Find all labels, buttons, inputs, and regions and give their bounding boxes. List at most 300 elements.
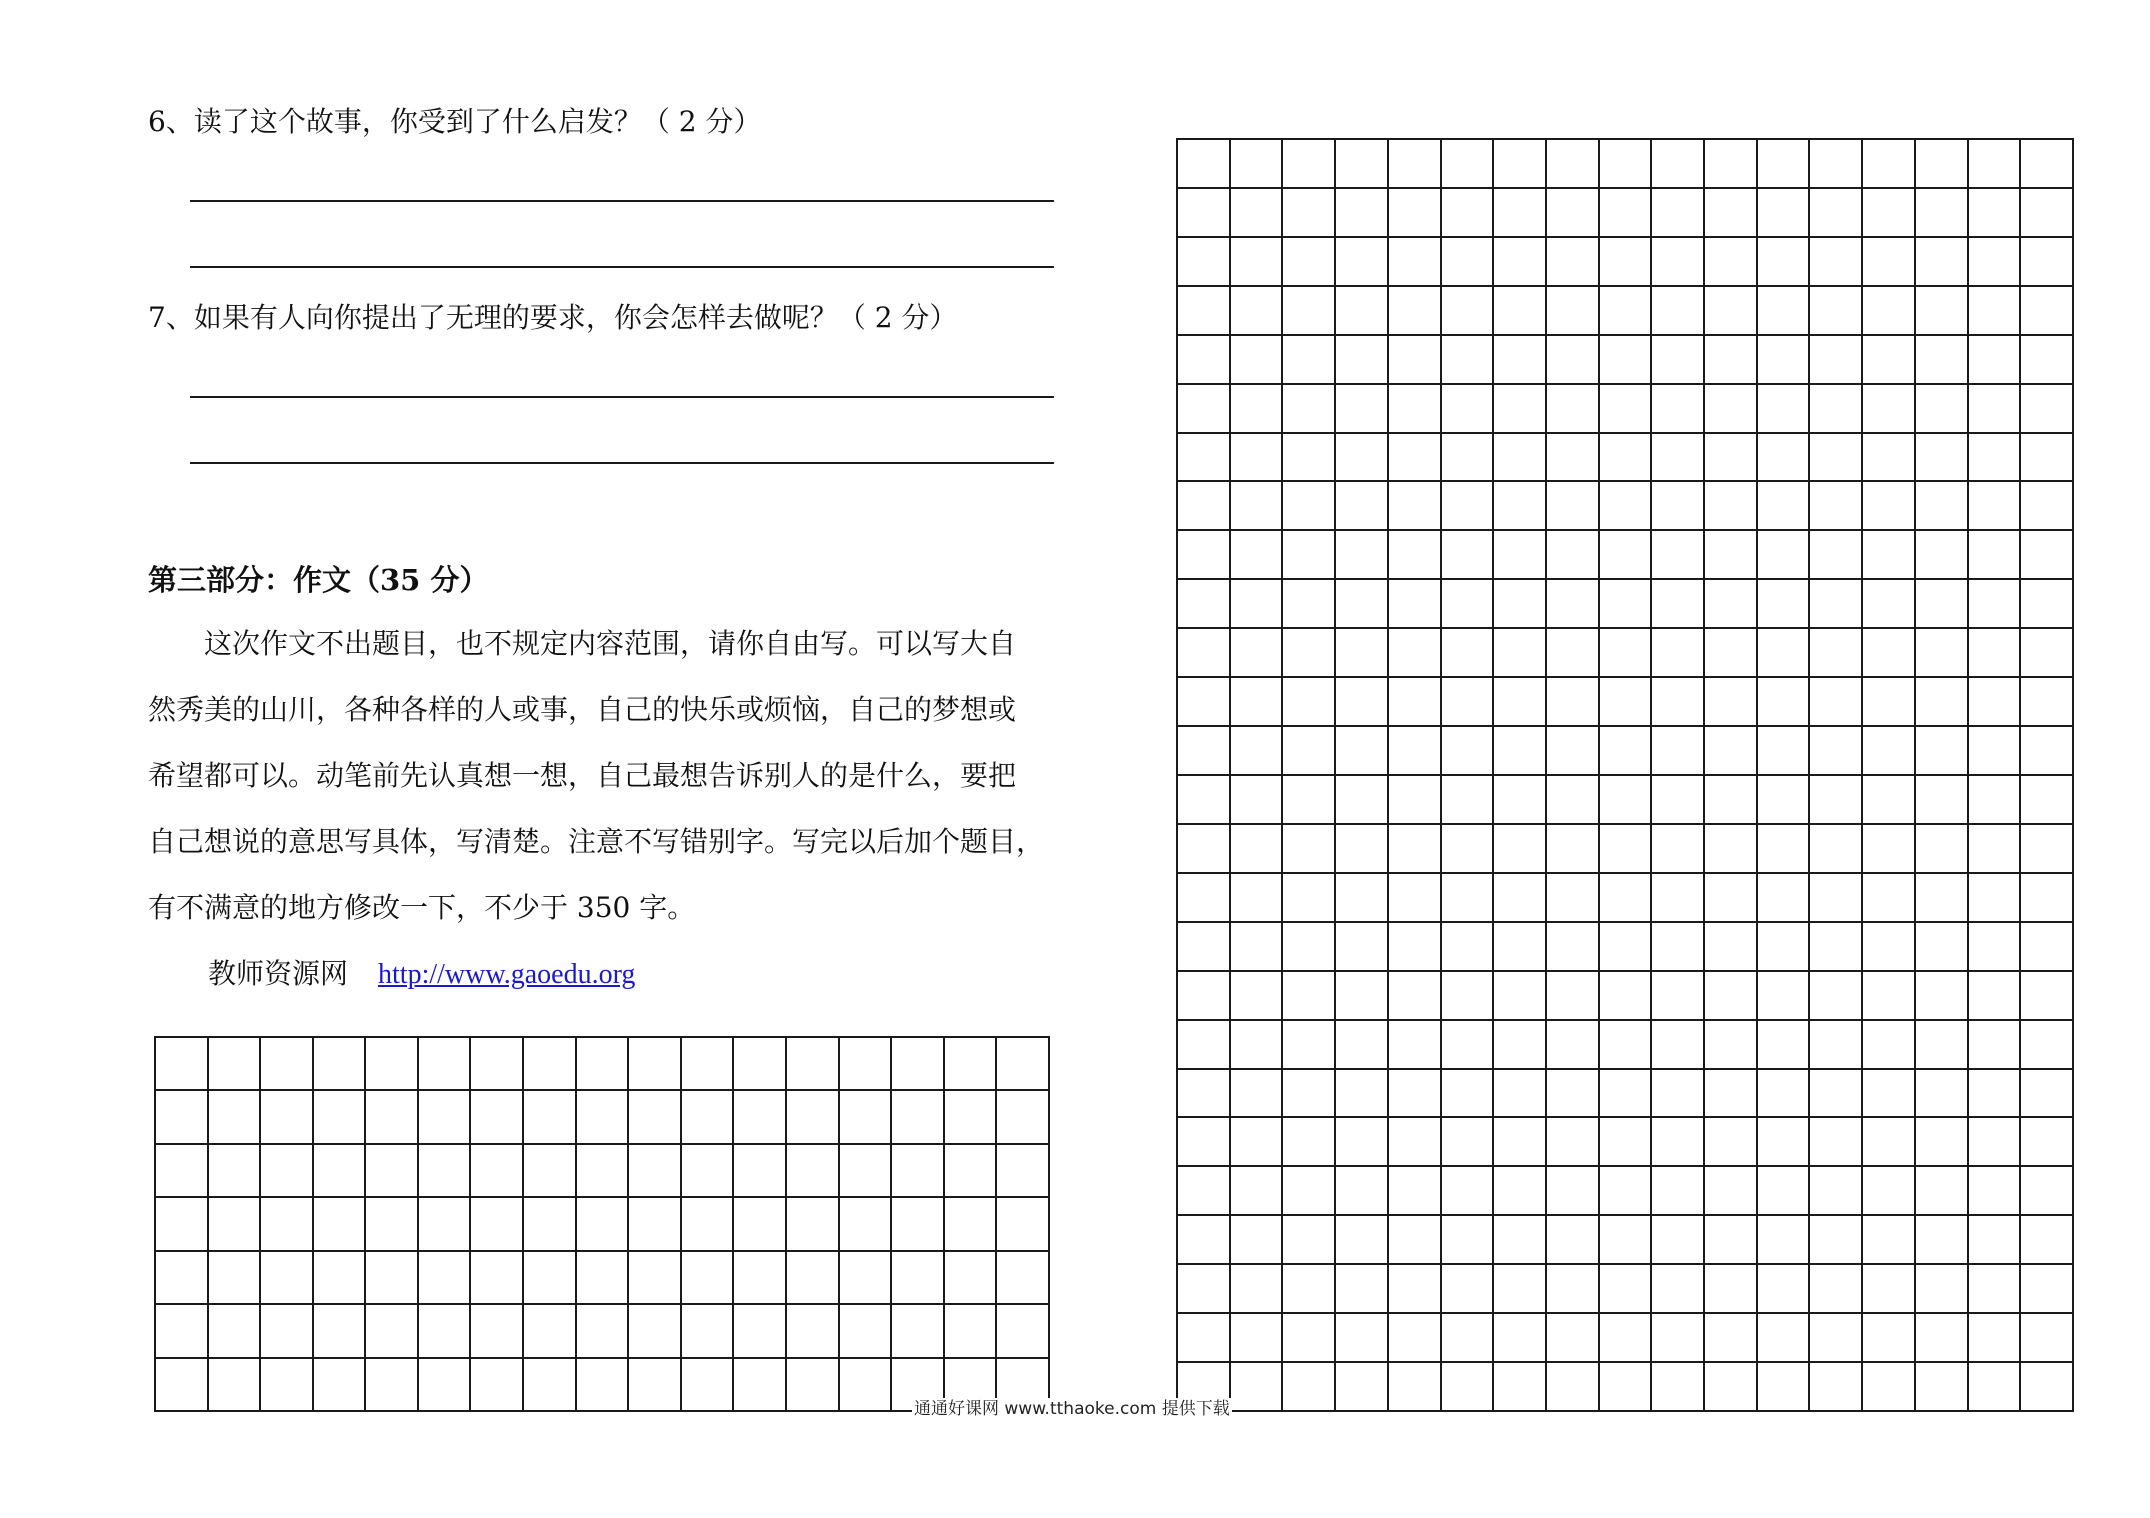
grid-cell[interactable] (1335, 775, 1388, 824)
grid-cell[interactable] (1177, 433, 1230, 482)
grid-cell[interactable] (1441, 677, 1494, 726)
grid-cell[interactable] (1335, 286, 1388, 335)
grid-cell[interactable] (1915, 1264, 1968, 1313)
grid-cell[interactable] (1862, 1166, 1915, 1215)
grid-cell[interactable] (1809, 530, 1862, 579)
grid-cell[interactable] (1441, 1313, 1494, 1362)
grid-cell[interactable] (576, 1090, 629, 1143)
grid-cell[interactable] (1651, 873, 1704, 922)
grid-cell[interactable] (1230, 824, 1283, 873)
grid-cell[interactable] (1388, 922, 1441, 971)
grid-cell[interactable] (1493, 1117, 1546, 1166)
grid-cell[interactable] (1809, 628, 1862, 677)
grid-cell[interactable] (523, 1304, 576, 1357)
grid-cell[interactable] (1493, 579, 1546, 628)
grid-cell[interactable] (2020, 922, 2073, 971)
grid-cell[interactable] (1651, 335, 1704, 384)
grid-cell[interactable] (1388, 1313, 1441, 1362)
grid-cell[interactable] (996, 1251, 1049, 1304)
grid-cell[interactable] (1282, 1313, 1335, 1362)
source-link[interactable]: http://www.gaoedu.org (378, 959, 636, 990)
grid-cell[interactable] (628, 1144, 681, 1197)
grid-cell[interactable] (1968, 1215, 2021, 1264)
grid-cell[interactable] (681, 1197, 734, 1250)
grid-cell[interactable] (155, 1304, 208, 1357)
grid-cell[interactable] (1388, 481, 1441, 530)
grid-cell[interactable] (1651, 384, 1704, 433)
grid-cell[interactable] (1757, 139, 1810, 188)
grid-cell[interactable] (1335, 481, 1388, 530)
grid-cell[interactable] (1230, 1166, 1283, 1215)
grid-cell[interactable] (1809, 1020, 1862, 1069)
grid-cell[interactable] (1177, 677, 1230, 726)
grid-cell[interactable] (1388, 139, 1441, 188)
grid-cell[interactable] (1704, 188, 1757, 237)
grid-cell[interactable] (1177, 1166, 1230, 1215)
grid-cell[interactable] (2020, 677, 2073, 726)
grid-cell[interactable] (1915, 237, 1968, 286)
grid-cell[interactable] (1177, 873, 1230, 922)
grid-cell[interactable] (1546, 1362, 1599, 1411)
grid-cell[interactable] (1230, 530, 1283, 579)
grid-cell[interactable] (1230, 775, 1283, 824)
grid-cell[interactable] (1599, 384, 1652, 433)
grid-cell[interactable] (1599, 237, 1652, 286)
grid-cell[interactable] (1493, 237, 1546, 286)
grid-cell[interactable] (1335, 1166, 1388, 1215)
grid-cell[interactable] (1915, 481, 1968, 530)
grid-cell[interactable] (1651, 286, 1704, 335)
grid-cell[interactable] (208, 1197, 261, 1250)
grid-cell[interactable] (1862, 775, 1915, 824)
grid-cell[interactable] (1809, 579, 1862, 628)
grid-cell[interactable] (1388, 433, 1441, 482)
grid-cell[interactable] (1177, 922, 1230, 971)
grid-cell[interactable] (1282, 628, 1335, 677)
grid-cell[interactable] (1546, 188, 1599, 237)
grid-cell[interactable] (1704, 1313, 1757, 1362)
grid-cell[interactable] (1230, 1215, 1283, 1264)
grid-cell[interactable] (1968, 481, 2021, 530)
grid-cell[interactable] (1599, 139, 1652, 188)
grid-cell[interactable] (1441, 188, 1494, 237)
grid-cell[interactable] (1335, 188, 1388, 237)
grid-cell[interactable] (1599, 726, 1652, 775)
grid-cell[interactable] (1335, 139, 1388, 188)
grid-cell[interactable] (2020, 1117, 2073, 1166)
grid-cell[interactable] (996, 1197, 1049, 1250)
grid-cell[interactable] (1388, 335, 1441, 384)
grid-cell[interactable] (1282, 726, 1335, 775)
grid-cell[interactable] (944, 1197, 997, 1250)
grid-cell[interactable] (1282, 579, 1335, 628)
grid-cell[interactable] (1493, 971, 1546, 1020)
grid-cell[interactable] (1282, 971, 1335, 1020)
grid-cell[interactable] (1915, 1020, 1968, 1069)
grid-cell[interactable] (1809, 677, 1862, 726)
grid-cell[interactable] (1862, 530, 1915, 579)
grid-cell[interactable] (1177, 335, 1230, 384)
grid-cell[interactable] (1177, 1264, 1230, 1313)
grid-cell[interactable] (470, 1304, 523, 1357)
grid-cell[interactable] (1968, 530, 2021, 579)
grid-cell[interactable] (1704, 384, 1757, 433)
grid-cell[interactable] (1441, 1362, 1494, 1411)
grid-cell[interactable] (1388, 971, 1441, 1020)
grid-cell[interactable] (1493, 1313, 1546, 1362)
grid-cell[interactable] (1335, 922, 1388, 971)
grid-cell[interactable] (1441, 873, 1494, 922)
grid-cell[interactable] (1809, 726, 1862, 775)
grid-cell[interactable] (1230, 1117, 1283, 1166)
grid-cell[interactable] (2020, 433, 2073, 482)
grid-cell[interactable] (2020, 1264, 2073, 1313)
grid-cell[interactable] (1388, 384, 1441, 433)
grid-cell[interactable] (996, 1144, 1049, 1197)
grid-cell[interactable] (155, 1358, 208, 1411)
grid-cell[interactable] (365, 1251, 418, 1304)
grid-cell[interactable] (1493, 1264, 1546, 1313)
grid-cell[interactable] (1757, 579, 1810, 628)
grid-cell[interactable] (576, 1197, 629, 1250)
grid-cell[interactable] (1230, 237, 1283, 286)
grid-cell[interactable] (1809, 237, 1862, 286)
grid-cell[interactable] (1862, 1215, 1915, 1264)
grid-cell[interactable] (1757, 1362, 1810, 1411)
grid-cell[interactable] (1651, 1117, 1704, 1166)
grid-cell[interactable] (1441, 384, 1494, 433)
grid-cell[interactable] (1493, 335, 1546, 384)
grid-cell[interactable] (1599, 1166, 1652, 1215)
grid-cell[interactable] (470, 1358, 523, 1411)
grid-cell[interactable] (208, 1251, 261, 1304)
grid-cell[interactable] (1230, 677, 1283, 726)
grid-cell[interactable] (628, 1358, 681, 1411)
grid-cell[interactable] (1651, 1264, 1704, 1313)
grid-cell[interactable] (523, 1251, 576, 1304)
grid-cell[interactable] (1599, 188, 1652, 237)
grid-cell[interactable] (1915, 286, 1968, 335)
grid-cell[interactable] (1335, 1020, 1388, 1069)
grid-cell[interactable] (1546, 1117, 1599, 1166)
grid-cell[interactable] (1230, 1069, 1283, 1118)
grid-cell[interactable] (1177, 1117, 1230, 1166)
grid-cell[interactable] (2020, 873, 2073, 922)
grid-cell[interactable] (1809, 286, 1862, 335)
grid-cell[interactable] (1177, 628, 1230, 677)
grid-cell[interactable] (1651, 481, 1704, 530)
grid-cell[interactable] (1493, 481, 1546, 530)
grid-cell[interactable] (1651, 726, 1704, 775)
grid-cell[interactable] (1968, 1166, 2021, 1215)
grid-cell[interactable] (1757, 335, 1810, 384)
grid-cell[interactable] (1915, 139, 1968, 188)
grid-cell[interactable] (1809, 1264, 1862, 1313)
grid-cell[interactable] (1915, 824, 1968, 873)
grid-cell[interactable] (1651, 922, 1704, 971)
grid-cell[interactable] (1546, 481, 1599, 530)
grid-cell[interactable] (1177, 579, 1230, 628)
grid-cell[interactable] (1282, 1117, 1335, 1166)
grid-cell[interactable] (155, 1144, 208, 1197)
grid-cell[interactable] (1651, 628, 1704, 677)
grid-cell[interactable] (2020, 335, 2073, 384)
grid-cell[interactable] (1177, 824, 1230, 873)
grid-cell[interactable] (786, 1197, 839, 1250)
grid-cell[interactable] (891, 1251, 944, 1304)
grid-cell[interactable] (155, 1197, 208, 1250)
grid-cell[interactable] (1546, 628, 1599, 677)
grid-cell[interactable] (2020, 530, 2073, 579)
grid-cell[interactable] (418, 1304, 471, 1357)
grid-cell[interactable] (1968, 1362, 2021, 1411)
grid-cell[interactable] (1757, 775, 1810, 824)
grid-cell[interactable] (1441, 1069, 1494, 1118)
grid-cell[interactable] (1282, 677, 1335, 726)
grid-cell[interactable] (1862, 1069, 1915, 1118)
grid-cell[interactable] (1546, 1264, 1599, 1313)
grid-cell[interactable] (681, 1144, 734, 1197)
grid-cell[interactable] (1335, 1362, 1388, 1411)
grid-cell[interactable] (260, 1090, 313, 1143)
grid-cell[interactable] (1757, 628, 1810, 677)
grid-cell[interactable] (1757, 726, 1810, 775)
grid-cell[interactable] (1599, 1020, 1652, 1069)
grid-cell[interactable] (1441, 481, 1494, 530)
grid-cell[interactable] (733, 1144, 786, 1197)
grid-cell[interactable] (1809, 1313, 1862, 1362)
grid-cell[interactable] (365, 1358, 418, 1411)
grid-cell[interactable] (1599, 286, 1652, 335)
grid-cell[interactable] (1757, 824, 1810, 873)
grid-cell[interactable] (1493, 1069, 1546, 1118)
grid-cell[interactable] (786, 1251, 839, 1304)
grid-cell[interactable] (1704, 1117, 1757, 1166)
grid-cell[interactable] (1809, 188, 1862, 237)
grid-cell[interactable] (1282, 530, 1335, 579)
grid-cell[interactable] (1230, 726, 1283, 775)
grid-cell[interactable] (1230, 384, 1283, 433)
grid-cell[interactable] (1809, 1069, 1862, 1118)
grid-cell[interactable] (1546, 775, 1599, 824)
grid-cell[interactable] (1968, 237, 2021, 286)
grid-cell[interactable] (1282, 1020, 1335, 1069)
grid-cell[interactable] (1704, 433, 1757, 482)
grid-cell[interactable] (1862, 1362, 1915, 1411)
grid-cell[interactable] (2020, 628, 2073, 677)
grid-cell[interactable] (1915, 677, 1968, 726)
grid-cell[interactable] (418, 1037, 471, 1090)
grid-cell[interactable] (1968, 433, 2021, 482)
grid-cell[interactable] (1388, 1166, 1441, 1215)
grid-cell[interactable] (2020, 188, 2073, 237)
grid-cell[interactable] (1546, 433, 1599, 482)
grid-cell[interactable] (1546, 1215, 1599, 1264)
grid-cell[interactable] (1335, 873, 1388, 922)
grid-cell[interactable] (1809, 873, 1862, 922)
grid-cell[interactable] (944, 1037, 997, 1090)
grid-cell[interactable] (1968, 677, 2021, 726)
grid-cell[interactable] (1599, 971, 1652, 1020)
grid-cell[interactable] (523, 1197, 576, 1250)
grid-cell[interactable] (576, 1304, 629, 1357)
grid-cell[interactable] (1968, 971, 2021, 1020)
grid-cell[interactable] (1230, 335, 1283, 384)
grid-cell[interactable] (1493, 775, 1546, 824)
grid-cell[interactable] (1493, 922, 1546, 971)
grid-cell[interactable] (1757, 1117, 1810, 1166)
grid-cell[interactable] (681, 1037, 734, 1090)
grid-cell[interactable] (1915, 530, 1968, 579)
grid-cell[interactable] (1282, 384, 1335, 433)
grid-cell[interactable] (1230, 1362, 1283, 1411)
grid-cell[interactable] (576, 1144, 629, 1197)
grid-cell[interactable] (786, 1037, 839, 1090)
grid-cell[interactable] (1651, 530, 1704, 579)
grid-cell[interactable] (1177, 1313, 1230, 1362)
writing-grid-left[interactable] (154, 1036, 1050, 1412)
grid-cell[interactable] (260, 1358, 313, 1411)
grid-cell[interactable] (1704, 579, 1757, 628)
grid-cell[interactable] (1862, 481, 1915, 530)
grid-cell[interactable] (1757, 1313, 1810, 1362)
grid-cell[interactable] (1757, 1069, 1810, 1118)
grid-cell[interactable] (1599, 1117, 1652, 1166)
grid-cell[interactable] (1599, 579, 1652, 628)
grid-cell[interactable] (155, 1037, 208, 1090)
grid-cell[interactable] (1388, 873, 1441, 922)
grid-cell[interactable] (1282, 775, 1335, 824)
grid-cell[interactable] (1335, 384, 1388, 433)
grid-cell[interactable] (1651, 1362, 1704, 1411)
grid-cell[interactable] (839, 1144, 892, 1197)
grid-cell[interactable] (365, 1090, 418, 1143)
grid-cell[interactable] (1704, 237, 1757, 286)
grid-cell[interactable] (1915, 873, 1968, 922)
grid-cell[interactable] (470, 1197, 523, 1250)
grid-cell[interactable] (1704, 824, 1757, 873)
grid-cell[interactable] (1335, 433, 1388, 482)
grid-cell[interactable] (1651, 1166, 1704, 1215)
grid-cell[interactable] (1651, 677, 1704, 726)
grid-cell[interactable] (1388, 1069, 1441, 1118)
grid-cell[interactable] (1757, 1264, 1810, 1313)
grid-cell[interactable] (1335, 677, 1388, 726)
grid-cell[interactable] (576, 1358, 629, 1411)
grid-cell[interactable] (1968, 1117, 2021, 1166)
grid-cell[interactable] (1335, 1215, 1388, 1264)
grid-cell[interactable] (1757, 433, 1810, 482)
grid-cell[interactable] (839, 1037, 892, 1090)
grid-cell[interactable] (1546, 922, 1599, 971)
grid-cell[interactable] (1177, 530, 1230, 579)
grid-cell[interactable] (1651, 579, 1704, 628)
grid-cell[interactable] (1862, 139, 1915, 188)
grid-cell[interactable] (944, 1304, 997, 1357)
grid-cell[interactable] (1388, 530, 1441, 579)
grid-cell[interactable] (365, 1037, 418, 1090)
grid-cell[interactable] (1862, 579, 1915, 628)
grid-cell[interactable] (1862, 433, 1915, 482)
grid-cell[interactable] (1230, 481, 1283, 530)
grid-cell[interactable] (1862, 335, 1915, 384)
grid-cell[interactable] (1177, 1069, 1230, 1118)
grid-cell[interactable] (1282, 1166, 1335, 1215)
grid-cell[interactable] (1809, 139, 1862, 188)
grid-cell[interactable] (681, 1251, 734, 1304)
grid-cell[interactable] (1757, 1166, 1810, 1215)
grid-cell[interactable] (1335, 530, 1388, 579)
grid-cell[interactable] (1599, 335, 1652, 384)
grid-cell[interactable] (1757, 922, 1810, 971)
grid-cell[interactable] (1282, 286, 1335, 335)
grid-cell[interactable] (1704, 1362, 1757, 1411)
grid-cell[interactable] (313, 1090, 366, 1143)
grid-cell[interactable] (2020, 237, 2073, 286)
grid-cell[interactable] (1757, 481, 1810, 530)
grid-cell[interactable] (1651, 1215, 1704, 1264)
grid-cell[interactable] (313, 1037, 366, 1090)
grid-cell[interactable] (1862, 1117, 1915, 1166)
grid-cell[interactable] (1493, 677, 1546, 726)
grid-cell[interactable] (1809, 1215, 1862, 1264)
grid-cell[interactable] (313, 1304, 366, 1357)
grid-cell[interactable] (576, 1251, 629, 1304)
grid-cell[interactable] (1546, 971, 1599, 1020)
grid-cell[interactable] (1546, 726, 1599, 775)
grid-cell[interactable] (1809, 1117, 1862, 1166)
grid-cell[interactable] (1651, 237, 1704, 286)
grid-cell[interactable] (470, 1144, 523, 1197)
grid-cell[interactable] (1915, 1117, 1968, 1166)
grid-cell[interactable] (155, 1090, 208, 1143)
grid-cell[interactable] (1862, 1020, 1915, 1069)
grid-cell[interactable] (1915, 579, 1968, 628)
grid-cell[interactable] (1862, 922, 1915, 971)
grid-cell[interactable] (1809, 433, 1862, 482)
grid-cell[interactable] (418, 1090, 471, 1143)
grid-cell[interactable] (1282, 139, 1335, 188)
grid-cell[interactable] (1651, 775, 1704, 824)
grid-cell[interactable] (1704, 530, 1757, 579)
grid-cell[interactable] (1915, 1069, 1968, 1118)
grid-cell[interactable] (1968, 873, 2021, 922)
grid-cell[interactable] (1546, 139, 1599, 188)
grid-cell[interactable] (1388, 1362, 1441, 1411)
grid-cell[interactable] (1230, 188, 1283, 237)
grid-cell[interactable] (996, 1090, 1049, 1143)
grid-cell[interactable] (1441, 530, 1494, 579)
grid-cell[interactable] (628, 1251, 681, 1304)
grid-cell[interactable] (1968, 139, 2021, 188)
grid-cell[interactable] (1704, 1069, 1757, 1118)
grid-cell[interactable] (1282, 237, 1335, 286)
grid-cell[interactable] (1704, 139, 1757, 188)
grid-cell[interactable] (523, 1144, 576, 1197)
grid-cell[interactable] (1862, 873, 1915, 922)
grid-cell[interactable] (1388, 1117, 1441, 1166)
grid-cell[interactable] (1230, 873, 1283, 922)
grid-cell[interactable] (1335, 1069, 1388, 1118)
grid-cell[interactable] (628, 1037, 681, 1090)
grid-cell[interactable] (1230, 628, 1283, 677)
grid-cell[interactable] (1862, 1264, 1915, 1313)
grid-cell[interactable] (1441, 628, 1494, 677)
grid-cell[interactable] (1493, 1215, 1546, 1264)
grid-cell[interactable] (1757, 286, 1810, 335)
grid-cell[interactable] (1809, 971, 1862, 1020)
grid-cell[interactable] (1809, 335, 1862, 384)
